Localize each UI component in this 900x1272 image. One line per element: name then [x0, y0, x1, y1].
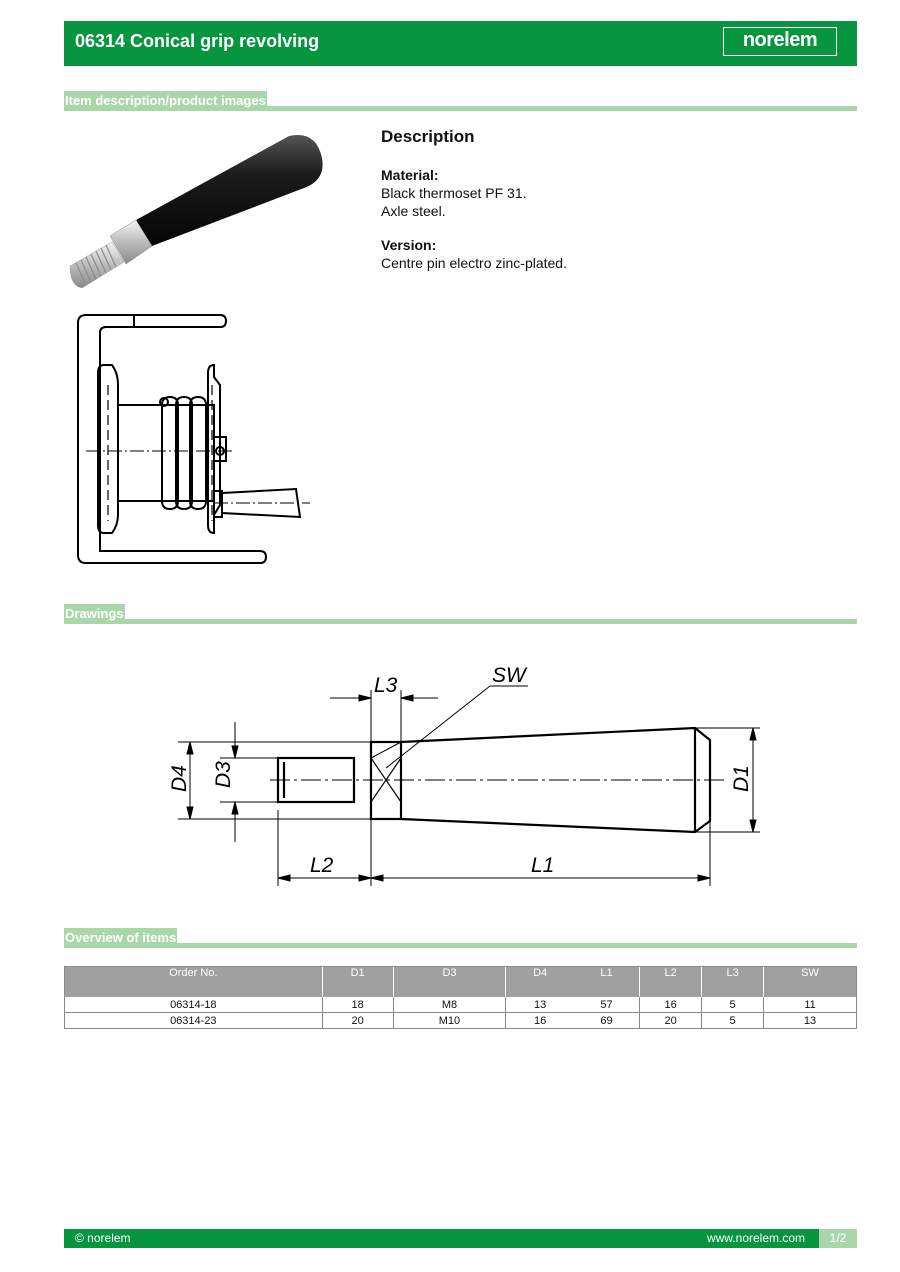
column-header: L1 — [574, 967, 640, 998]
table-cell: 16 — [640, 997, 702, 1013]
table-cell: M8 — [393, 997, 506, 1013]
page-header — [64, 21, 857, 66]
footer-website-link[interactable]: www.norelem.com — [706, 1231, 805, 1245]
table-cell: 13 — [764, 1013, 857, 1029]
table-cell: 57 — [574, 997, 640, 1013]
table-cell: 11 — [764, 997, 857, 1013]
material-label: Material: — [381, 167, 439, 183]
column-header: L3 — [702, 967, 764, 998]
page-number: 1/2 — [819, 1229, 857, 1248]
label-l1: L1 — [531, 854, 555, 877]
grip-body — [130, 135, 323, 250]
label-l2: L2 — [310, 854, 334, 877]
section-header-drawings — [64, 604, 857, 624]
logo-text: norelem — [742, 29, 818, 51]
product-photo — [64, 128, 324, 298]
label-d4: D4 — [168, 765, 191, 792]
column-header: D4 — [506, 967, 574, 998]
table-cell: 5 — [702, 1013, 764, 1029]
label-d1: D1 — [730, 765, 753, 792]
version-line-1: Centre pin electro zinc-plated. — [381, 255, 567, 271]
label-l3: L3 — [374, 674, 398, 697]
column-header: L2 — [640, 967, 702, 998]
table-row — [65, 1013, 857, 1029]
label-d3: D3 — [212, 761, 235, 788]
section-header-images — [64, 91, 857, 111]
technical-drawing — [150, 650, 790, 900]
dimension-lines — [178, 686, 760, 886]
section-label-images: Item description/product images — [64, 91, 267, 111]
section-label-drawings: Drawings — [64, 604, 125, 624]
footer-copyright: © norelem — [75, 1231, 131, 1245]
material-line-1: Black thermoset PF 31. — [381, 185, 527, 201]
table-cell: 20 — [640, 1013, 702, 1029]
column-header: D1 — [322, 967, 393, 998]
material-line-2: Axle steel. — [381, 203, 446, 219]
label-sw: SW — [492, 664, 526, 687]
table-cell: 5 — [702, 997, 764, 1013]
version-label: Version: — [381, 237, 437, 253]
table-row — [65, 997, 857, 1013]
table-cell: M10 — [393, 1013, 506, 1029]
threaded-pin — [70, 242, 124, 288]
items-table — [64, 966, 857, 1029]
section-label-overview: Overview of items — [64, 928, 177, 948]
table-cell: 18 — [322, 997, 393, 1013]
section-header-overview — [64, 928, 857, 948]
table-cell: 20 — [322, 1013, 393, 1029]
page-title: 06314 Conical grip revolving — [75, 31, 320, 51]
application-drawing — [64, 305, 324, 577]
column-header: D3 — [393, 967, 506, 998]
description-block — [381, 128, 567, 272]
table-cell: 69 — [574, 1013, 640, 1029]
column-header: Order No. — [65, 967, 323, 998]
description-heading: Description — [381, 127, 475, 146]
order-no-cell: 06314-23 — [65, 1013, 323, 1029]
norelem-logo — [723, 27, 837, 56]
page-footer — [64, 1229, 857, 1248]
column-header: SW — [764, 967, 857, 998]
table-cell: 16 — [506, 1013, 574, 1029]
table-cell: 13 — [506, 997, 574, 1013]
table-header-row — [65, 967, 857, 998]
order-no-cell: 06314-18 — [65, 997, 323, 1013]
